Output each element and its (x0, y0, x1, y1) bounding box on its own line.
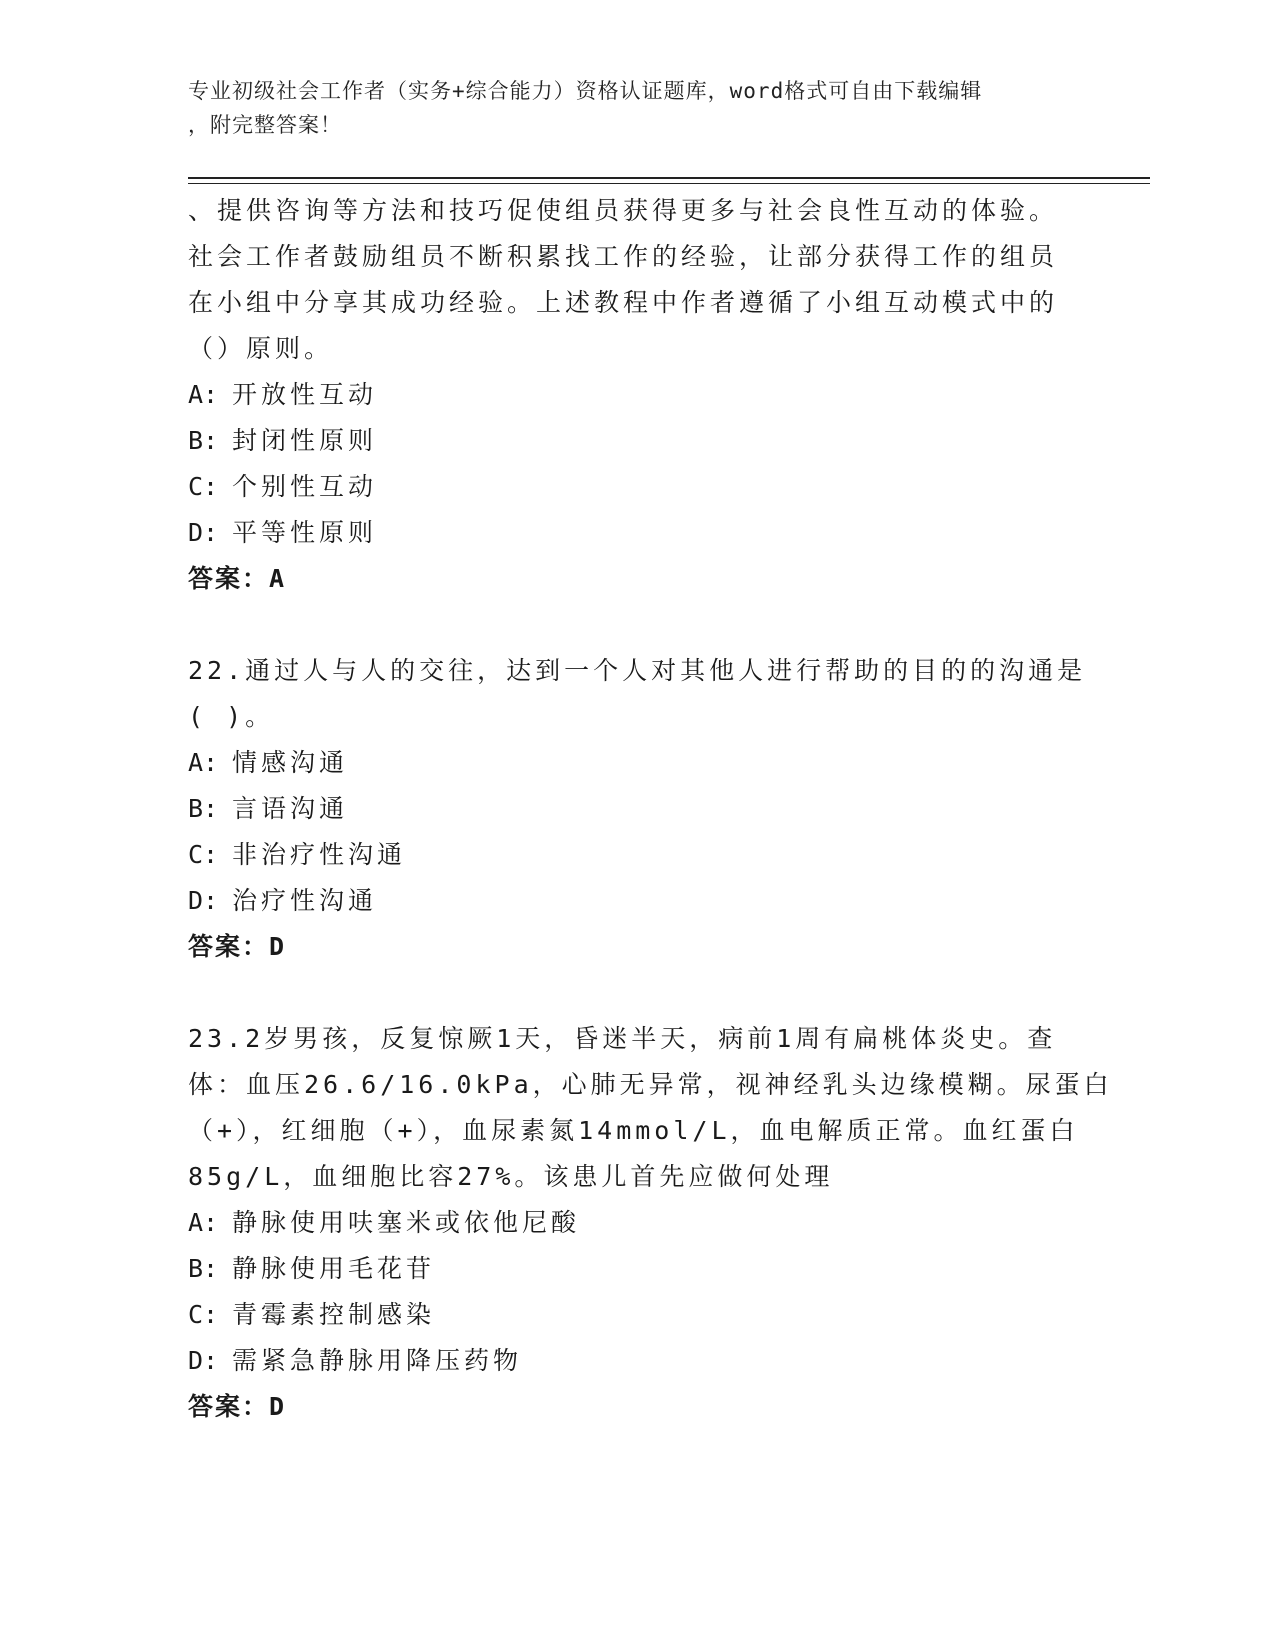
header-title-line-2: ，附完整答案！ (188, 113, 342, 137)
option-key: D: (188, 1346, 219, 1375)
question-text-line: 在小组中分享其成功经验。上述教程中作者遵循了小组互动模式中的 (188, 288, 1059, 317)
option-text: 非治疗性沟通 (232, 840, 407, 869)
option-key: D: (188, 518, 219, 547)
option-key: C: (188, 1300, 219, 1329)
option-b (188, 1246, 1088, 1292)
option-text: 静脉使用毛花苷 (232, 1254, 436, 1283)
question-21 (188, 188, 1088, 602)
option-c (188, 1292, 1088, 1338)
option-text: 治疗性沟通 (232, 886, 378, 915)
option-b (188, 786, 1088, 832)
option-key: B: (188, 426, 219, 455)
question-text-line: 85g/L，血细胞比容27%。该患儿首先应做何处理 (188, 1162, 834, 1191)
option-c (188, 832, 1088, 878)
option-text: 平等性原则 (232, 518, 378, 547)
option-key: A: (188, 380, 219, 409)
option-text: 开放性互动 (232, 380, 378, 409)
option-text: 情感沟通 (232, 748, 349, 777)
question-text-line: 22.通过人与人的交往，达到一个人对其他人进行帮助的目的的沟通是 (188, 656, 1087, 685)
answer-label: 答案：D (188, 1392, 287, 1421)
option-text: 静脉使用呋塞米或依他尼酸 (232, 1208, 581, 1237)
option-c (188, 464, 1088, 510)
option-key: D: (188, 886, 219, 915)
option-a (188, 372, 1088, 418)
option-d (188, 510, 1088, 556)
question-22 (188, 648, 1088, 970)
answer-label: 答案：D (188, 932, 287, 961)
header-divider-thick (188, 177, 1150, 179)
option-key: B: (188, 1254, 219, 1283)
question-text-line: 社会工作者鼓励组员不断积累找工作的经验，让部分获得工作的组员 (188, 242, 1059, 271)
option-text: 封闭性原则 (232, 426, 378, 455)
question-content (188, 188, 1113, 1430)
option-key: C: (188, 472, 219, 501)
option-b (188, 418, 1088, 464)
option-d (188, 878, 1088, 924)
option-a (188, 1200, 1088, 1246)
header-divider-thin (188, 183, 1150, 184)
header-title-line-1: 专业初级社会工作者（实务+综合能力）资格认证题库，word格式可自由下载编辑 (188, 79, 983, 103)
page-header (188, 74, 1088, 142)
question-text-line: 、提供咨询等方法和技巧促使组员获得更多与社会良性互动的体验。 (188, 196, 1059, 225)
question-text-line: 体：血压26.6/16.0kPa，心肺无异常，视神经乳头边缘模糊。尿蛋白 (188, 1070, 1113, 1099)
question-text-line: （+），红细胞（+），血尿素氮14mmol/L，血电解质正常。血红蛋白 (188, 1116, 1079, 1145)
option-key: B: (188, 794, 219, 823)
option-text: 个别性互动 (232, 472, 378, 501)
option-d (188, 1338, 1088, 1384)
question-spacer (188, 970, 1088, 1016)
option-a (188, 740, 1088, 786)
option-key: A: (188, 748, 219, 777)
option-key: C: (188, 840, 219, 869)
option-text: 言语沟通 (232, 794, 349, 823)
question-text-line: ( )。 (188, 702, 275, 731)
option-text: 青霉素控制感染 (232, 1300, 436, 1329)
option-key: A: (188, 1208, 219, 1237)
option-text: 需紧急静脉用降压药物 (232, 1346, 523, 1375)
question-23 (188, 1016, 1113, 1430)
question-text-line: （）原则。 (188, 334, 334, 363)
answer-label: 答案：A (188, 564, 287, 593)
question-spacer (188, 602, 1088, 648)
question-text-line: 23.2岁男孩，反复惊厥1天，昏迷半天，病前1周有扁桃体炎史。查 (188, 1024, 1057, 1053)
